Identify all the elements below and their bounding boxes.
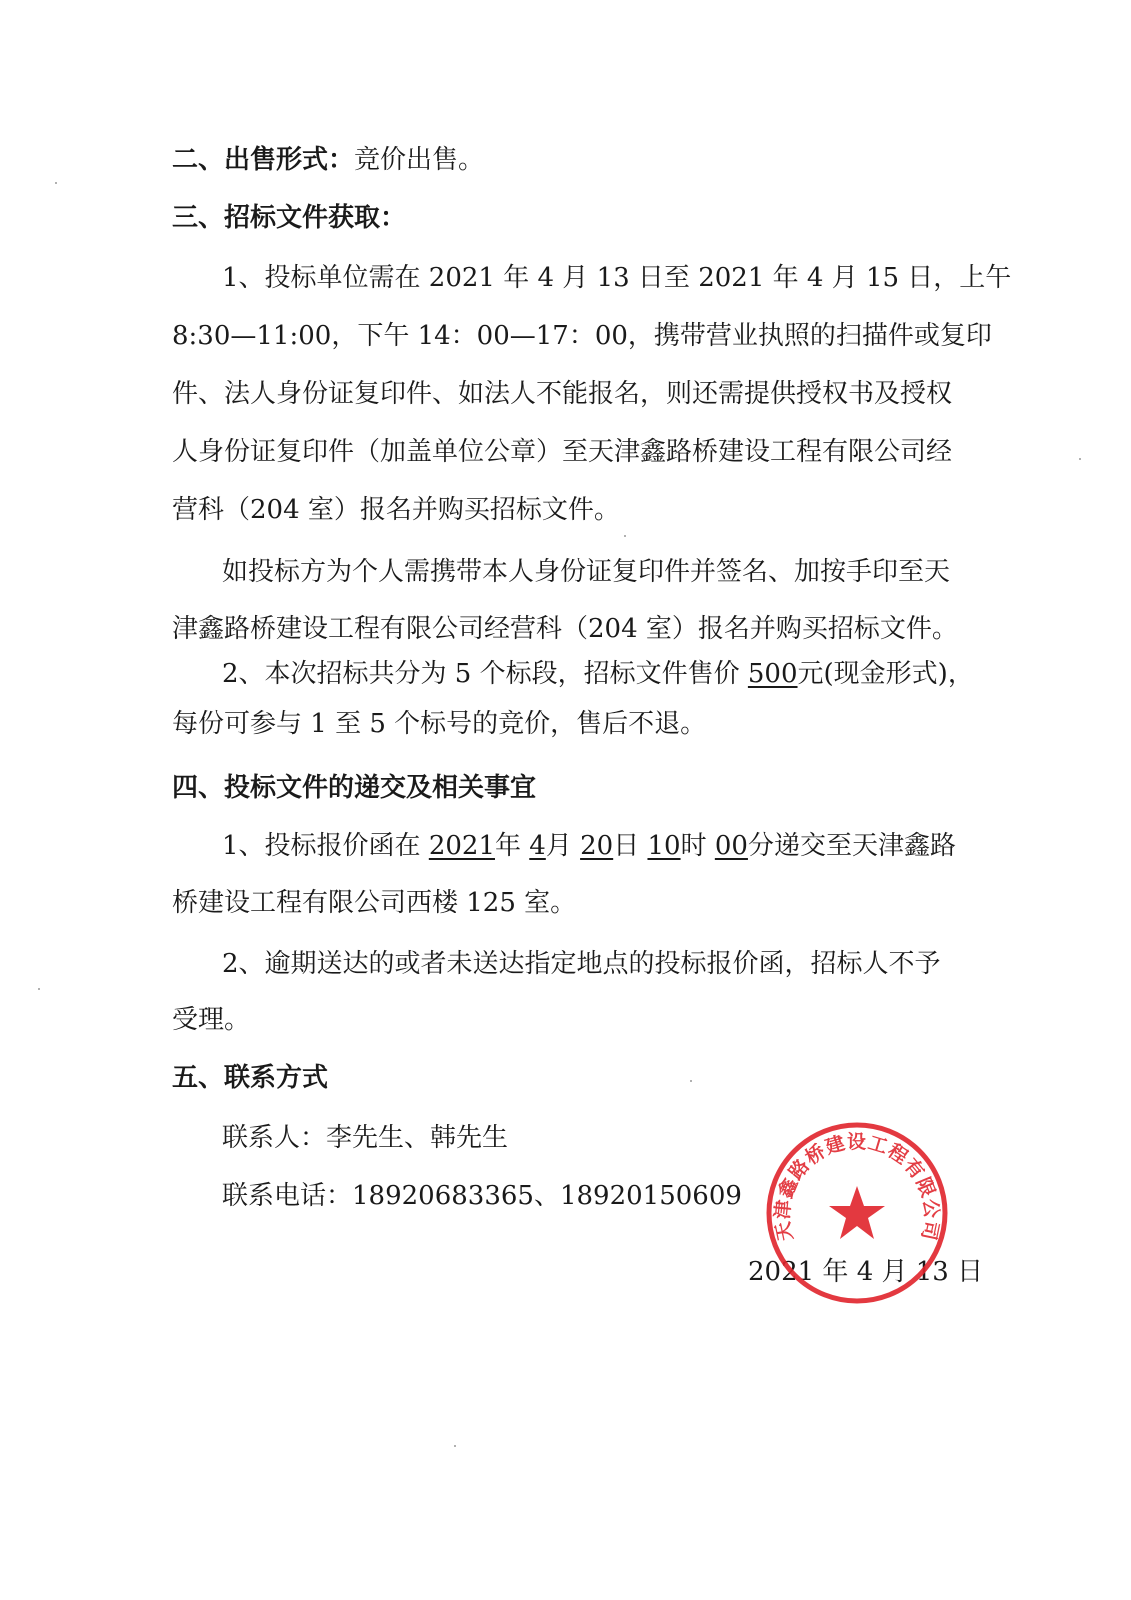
section-4-item2-line1: 2、逾期送达的或者未送达指定地点的投标报价函，招标人不予	[222, 949, 941, 979]
section-3-para1-line1: 1、投标单位需在 2021 年 4 月 13 日至 2021 年 4 月 15 日，上午	[222, 263, 1012, 293]
seal-text: 天津鑫路桥建设工程有限公司	[771, 1131, 943, 1243]
signature-date: 2021 年 4 月 13 日	[748, 1257, 984, 1287]
deadline-day: 20	[580, 831, 614, 861]
deadline-year: 2021	[428, 831, 495, 861]
scan-speck	[624, 535, 626, 537]
section-3-para1-line3: 件、法人身份证复印件、如法人不能报名，则还需提供授权书及授权	[172, 379, 953, 409]
section-4-item1-line1	[222, 830, 956, 862]
section-3-para1-line4: 人身份证复印件（加盖单位公章）至天津鑫路桥建设工程有限公司经	[172, 437, 953, 467]
company-seal-icon	[762, 1118, 952, 1308]
section-2-heading: 二、出售形式：	[172, 145, 355, 175]
section-3-para3-line2: 每份可参与 1 至 5 个标号的竞价，售后不退。	[172, 709, 707, 739]
contact-person: 联系人：李先生、韩先生	[222, 1123, 509, 1153]
deadline-hour: 10	[647, 831, 681, 861]
contact-phone: 联系电话：18920683365、18920150609	[222, 1181, 742, 1211]
deadline-year-unit: 年	[494, 831, 521, 861]
deadline-day-unit: 日	[613, 831, 640, 861]
deadline-suffix: 分递交至天津鑫路	[747, 831, 956, 861]
deadline-month: 4	[529, 831, 546, 861]
price-value: 500	[747, 659, 798, 689]
section-4-item1-line2: 桥建设工程有限公司西楼 125 室。	[172, 888, 577, 918]
scan-speck	[55, 182, 57, 184]
section-2-line	[172, 144, 484, 176]
price-suffix: 元(现金形式)，	[797, 659, 974, 689]
scan-speck	[38, 988, 40, 990]
deadline-month-unit: 月	[545, 831, 572, 861]
section-4-heading: 四、投标文件的递交及相关事宜	[172, 773, 537, 803]
section-3-para3-line1	[222, 658, 974, 690]
price-prefix: 2、本次招标共分为 5 个标段，招标文件售价	[222, 659, 740, 689]
section-3-para1-line5: 营科（204 室）报名并购买招标文件。	[172, 495, 620, 525]
deadline-minute: 00	[714, 831, 748, 861]
scan-speck	[1079, 458, 1081, 460]
section-2-text: 竞价出售。	[354, 145, 485, 175]
section-4-item2-line2: 受理。	[172, 1005, 251, 1035]
section-3-heading: 三、招标文件获取：	[172, 203, 407, 233]
section-5-heading: 五、联系方式	[172, 1063, 329, 1093]
section-3-para2-line1: 如投标方为个人需携带本人身份证复印件并签名、加按手印至天	[222, 557, 951, 587]
scan-speck	[454, 1445, 456, 1447]
section-3-para1-line2: 8:30—11:00，下午 14：00—17：00，携带营业执照的扫描件或复印	[172, 321, 992, 351]
scan-speck	[690, 1080, 692, 1082]
section-3-para2-line2: 津鑫路桥建设工程有限公司经营科（204 室）报名并购买招标文件。	[172, 614, 958, 644]
deadline-hour-unit: 时	[680, 831, 707, 861]
deadline-prefix: 1、投标报价函在	[222, 831, 421, 861]
